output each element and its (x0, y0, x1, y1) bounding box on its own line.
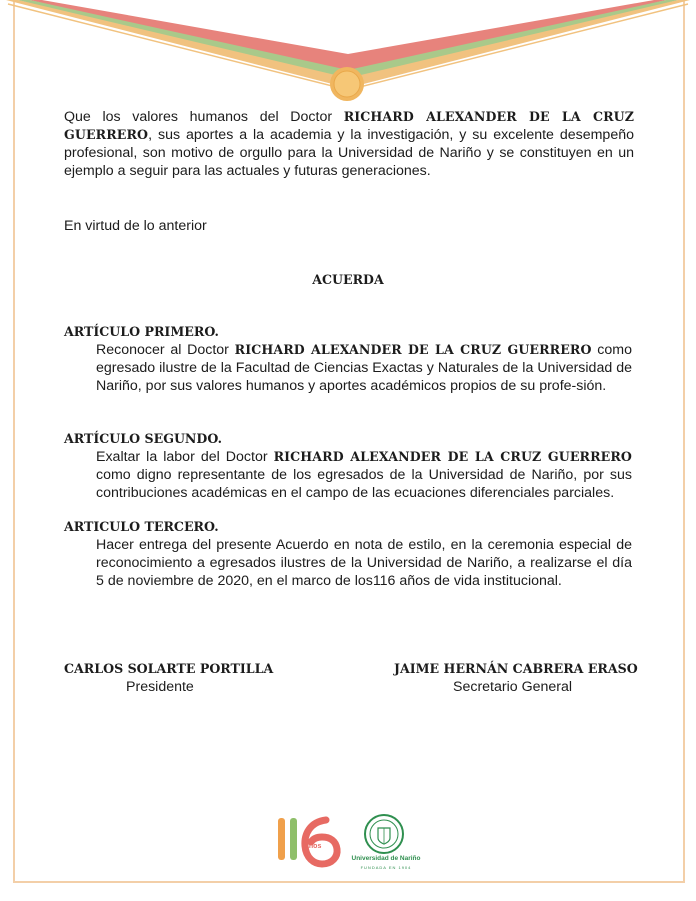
article-3-title: ARTICULO TERCERO. (64, 519, 219, 534)
signature-2-role: Secretario General (453, 679, 573, 695)
article-2-text (96, 448, 632, 502)
article-2-title: ARTÍCULO SEGUNDO. (64, 431, 222, 446)
transition-paragraph: En virtud de lo anterior (64, 218, 207, 234)
article-1-title: ARTÍCULO PRIMERO. (64, 324, 219, 339)
honoree-name: RICHARD ALEXANDER DE LA CRUZ GUERRERO (64, 109, 635, 142)
article-2-name: RICHARD ALEXANDER DE LA CRUZ GUERRERO (273, 449, 632, 464)
article-1-text (96, 341, 632, 395)
article-1-name: RICHARD ALEXANDER DE LA CRUZ GUERRERO (234, 342, 592, 357)
resolution-heading: ACUERDA (312, 272, 384, 287)
intro-paragraph (64, 108, 634, 180)
signature-1-role: Presidente (126, 679, 194, 695)
university-founded-label: FUNDADA EN 1904 (360, 865, 412, 870)
article-2-text-start: Exaltar la labor del Doctor (96, 449, 274, 465)
university-name-label: Universidad de Nariño (351, 855, 421, 862)
article-1-text-start: Reconocer al Doctor (96, 342, 235, 358)
article-1-text-rest: como egresado ilustre de la Facultad de Ciencias Exactas y Naturales de la Universidad de Nariño, por sus valores humanos y aportes académicos propios de su profe-sión. (96, 342, 633, 394)
article-2-text-rest: como digno representante de los egresados de la Universidad de Nariño, por sus contribuciones académicas en el campo de las ecuaciones diferenciales parciales. (96, 467, 632, 501)
intro-text-rest: , sus aportes a la academia y la investigación, y su excelente desempeño profesional, son motivo de orgullo para la Universidad de Nariño y se constituyen en un ejemplo a seguir para las actuales y futuras generaciones. (64, 127, 634, 179)
anniversary-years-label: años (305, 843, 322, 850)
intro-text-start: Que los valores humanos del Doctor (64, 109, 344, 125)
ribbon-medal-decoration (0, 0, 696, 110)
signature-1-name: CARLOS SOLARTE PORTILLA (64, 661, 274, 676)
article-3-text: Hacer entrega del presente Acuerdo en nota de estilo, en la ceremonia especial de reconocimiento a egresados ilustres de la Universidad de Nariño, a realizarse el día 5 de noviembre de 2020, en el marco de los116 años de vida institucional. (96, 537, 632, 589)
signature-2-name: JAIME HERNÁN CABRERA ERASO (394, 661, 638, 676)
